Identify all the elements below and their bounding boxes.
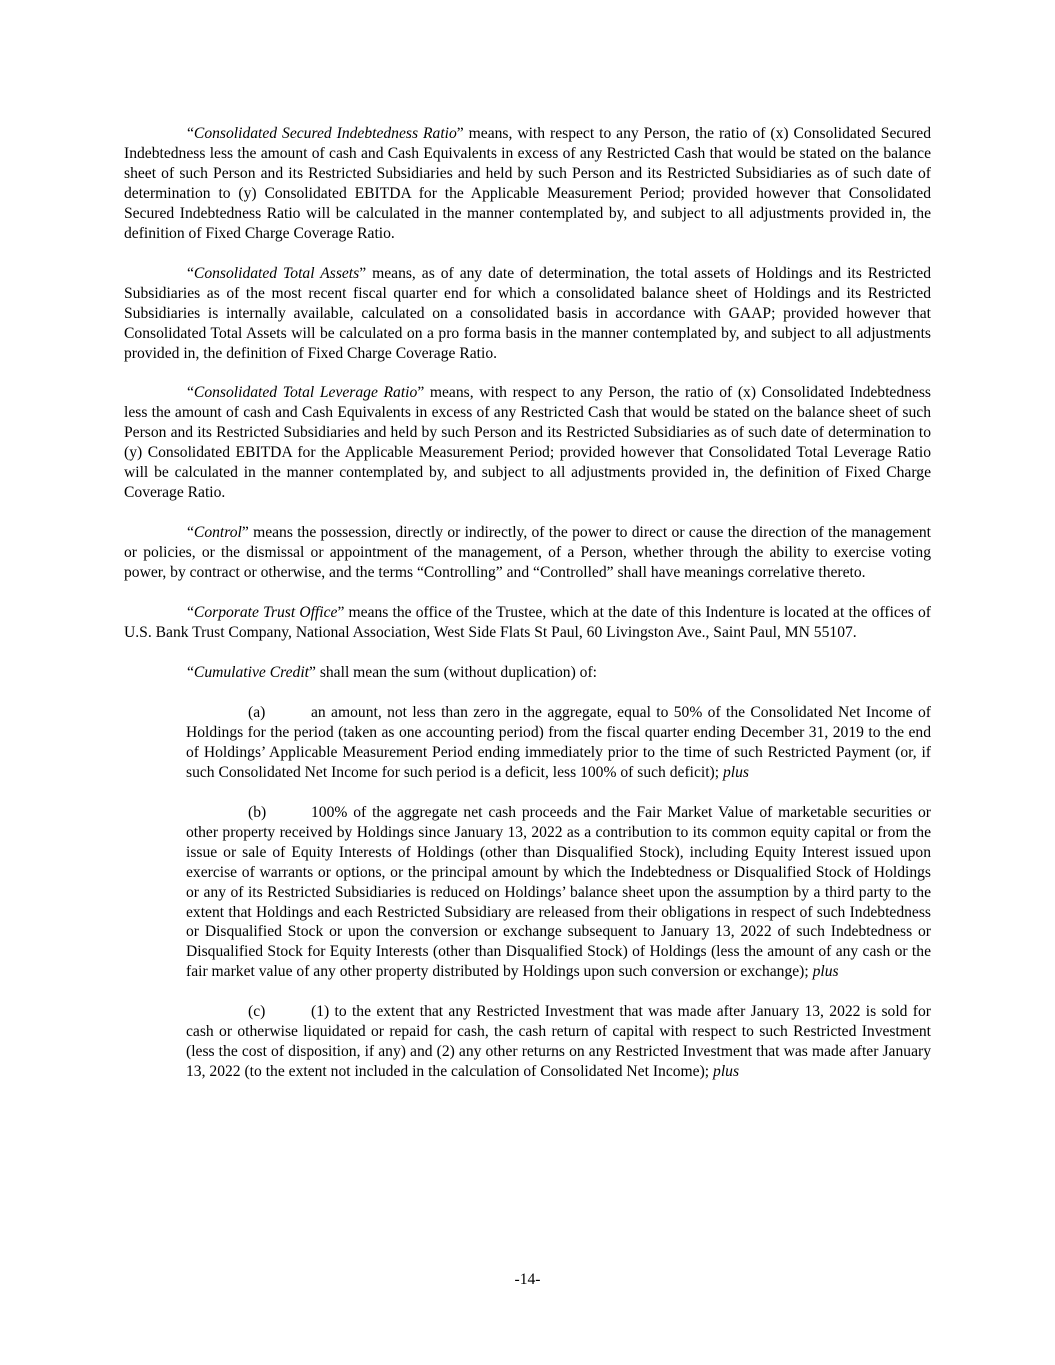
definition-text: ” means the office of the Trustee, which at the date of this Indenture is located at the offices of U.S. Bank Trust Company, National Association, West Side Flats St Paul, 60 Livingston Ave., Saint Paul, MN 55107. [124,604,931,642]
definition-text: ” means, as of any date of determination, the total assets of Holdings and its Restricted Subsidiaries as of the most recent fiscal quarter end for which a consolidated balance sheet of Holdings and its Restricted Subsidiaries is internally available, calculated on a consolidated basis in accordance with GAAP; provided however that Consolidated Total Assets will be calculated on a pro forma basis in the manner contemplated by, and subject to all adjustments provided in, the definition of Fixed Charge Coverage Ratio. [124,264,931,362]
clause-c [186,1002,931,1082]
clause-b [186,803,931,983]
clause-text: 100% of the aggregate net cash proceeds and the Fair Market Value of marketable securities or other property received by Holdings since January 13, 2022 as a contribution to its common equity capital or from the issue or sale of Equity Interests of Holdings (other than Disqualified Stock), including Equity Interest issued upon exercise of warrants or options, or the principal amount by which the Indebtedness or Disqualified Stock of Holdings or any of its Restricted Subsidiaries is reduced on Holdings’ balance sheet upon the assumption by a third party to the extent that Holdings and each Restricted Subsidiary are released from their obligations in respect of such Indebtedness or Disqualified Stock or upon the conversion or exchange subsequent to January 13, 2022 of such Indebtedness or Disqualified Stock for Equity Interests (other than Disqualified Stock) of Holdings (less the amount of any cash or the fair market value of any other property distributed by Holdings upon such conversion or exchange); [186,803,931,981]
clause-a [186,703,931,783]
definition-text: ” means, with respect to any Person, the ratio of (x) Consolidated Secured Indebtedness less the amount of cash and Cash Equivalents in excess of any Restricted Cash that would be stated on the balance sheet of such Person and its Restricted Subsidiaries and held by such Person and its Restricted Subsidiaries as of such date of determination to (y) Consolidated EBITDA for the Applicable Measurement Period; provided however that Consolidated Secured Indebtedness Ratio will be calculated in the manner contemplated by, and subject to all adjustments provided in, the definition of Fixed Charge Coverage Ratio. [124,125,932,242]
defined-term: Consolidated Total Assets [193,264,360,282]
defined-term: Consolidated Secured Indebtedness Ratio [193,125,457,142]
definition-text: ” shall mean the sum (without duplication) of: [309,663,597,681]
defined-term: Consolidated Total Leverage Ratio [193,384,418,402]
page-number: -14- [514,1271,541,1288]
document-body [124,124,931,1102]
clause-text: (1) to the extent that any Restricted Investment that was made after January 13, 2022 is sold for cash or otherwise liquidated or repaid for cash, the cash return of capital with respect to such Restricted Investment (less the cost of disposition, if any) and (2) any other returns on any Restricted Investment that was made after January 13, 2022 (to the extent not included in the calculation of Consolidated Net Income); [186,1003,931,1081]
clause-label: (a) [248,703,266,721]
defined-term: Control [193,524,242,542]
clause-suffix: plus [722,763,749,781]
definition-consolidated-total-leverage-ratio: “Consolidated Total Leverage Ratio” means, with respect to any Person, the ratio of (x) Consolidated Indebtedness less the amount of cash and Cash Equivalents in excess of any Restricted Cash that would be stated on the balance sheet of such Person and its Restricted Subsidiaries and held by such Person and its Restricted Subsidiaries as of such date of determination to (y) Consolidated EBITDA for the Applicable Measurement Period; provided however that Consolidated Total Leverage Ratio will be calculated in the manner contemplated by, and subject to all adjustments provided in, the definition of Fixed Charge Coverage Ratio. [124,384,931,502]
definition-consolidated-total-assets: “Consolidated Total Assets” means, as of any date of determination, the total assets of Holdings and its Restricted Subsidiaries as of the most recent fiscal quarter end for which a consolidated balance sheet of Holdings and its Restricted Subsidiaries is internally available, calculated on a consolidated basis in accordance with GAAP; provided however that Consolidated Total Assets will be calculated on a pro forma basis in the manner contemplated by, and subject to all adjustments provided in, the definition of Fixed Charge Coverage Ratio. [124,264,931,362]
definition-text: ” means the possession, directly or indirectly, of the power to direct or cause the direction of the management or policies, or the dismissal or appointment of the management, of a Person, whether through the ability to exercise voting power, by contract or otherwise, and the terms “Controlling” and “Controlled” shall have meanings correlative thereto. [124,524,931,582]
defined-term: Cumulative Credit [193,663,309,681]
definition-text: ” means, with respect to any Person, the ratio of (x) Consolidated Indebtedness less the amount of cash and Cash Equivalents in excess of any Restricted Cash that would be stated on the balance sheet of such Person and its Restricted Subsidiaries and held by such Person and its Restricted Subsidiaries as of such date of determination to (y) Consolidated EBITDA for the Applicable Measurement Period; provided however that Consolidated Total Leverage Ratio will be calculated in the manner contemplated by, and subject to all adjustments provided in, the definition of Fixed Charge Coverage Ratio. [124,384,931,502]
definition-consolidated-secured-indebtedness-ratio: “Consolidated Secured Indebtedness Ratio” means, with respect to any Person, the ratio of (x) Consolidated Secured Indebtedness less the amount of cash and Cash Equivalents in excess of any Restricted Cash that would be stated on the balance sheet of such Person and its Restricted Subsidiaries and held by such Person and its Restricted Subsidiaries as of such date of determination to (y) Consolidated EBITDA for the Applicable Measurement Period; provided however that Consolidated Secured Indebtedness Ratio will be calculated in the manner contemplated by, and subject to all adjustments provided in, the definition of Fixed Charge Coverage Ratio. [124,125,932,242]
clause-text: an amount, not less than zero in the aggregate, equal to 50% of the Consolidated Net Income of Holdings for the period (taken as one accounting period) from the fiscal quarter ending December 31, 2019 to the end of Holdings’ Applicable Measurement Period ending immediately prior to the time of such Restricted Payment (or, if such Consolidated Net Income for such period is a deficit, less 100% of such deficit); [186,703,931,781]
defined-term: Corporate Trust Office [193,604,338,622]
clause-label: (b) [248,803,267,821]
clause-suffix: plus [812,963,839,981]
clause-suffix: plus [713,1063,740,1081]
definition-corporate-trust-office: “Corporate Trust Office” means the office of the Trustee, which at the date of this Indenture is located at the offices of U.S. Bank Trust Company, National Association, West Side Flats St Paul, 60 Livingston Ave., Saint Paul, MN 55107. [124,604,931,642]
clause-label: (c) [248,1003,266,1021]
definition-control: “Control” means the possession, directly or indirectly, of the power to direct or cause the direction of the management or policies, or the dismissal or appointment of the management, of a Person, whether through the ability to exercise voting power, by contract or otherwise, and the terms “Controlling” and “Controlled” shall have meanings correlative thereto. [124,524,931,582]
definition-cumulative-credit: “Cumulative Credit” shall mean the sum (without duplication) of: [187,663,597,681]
